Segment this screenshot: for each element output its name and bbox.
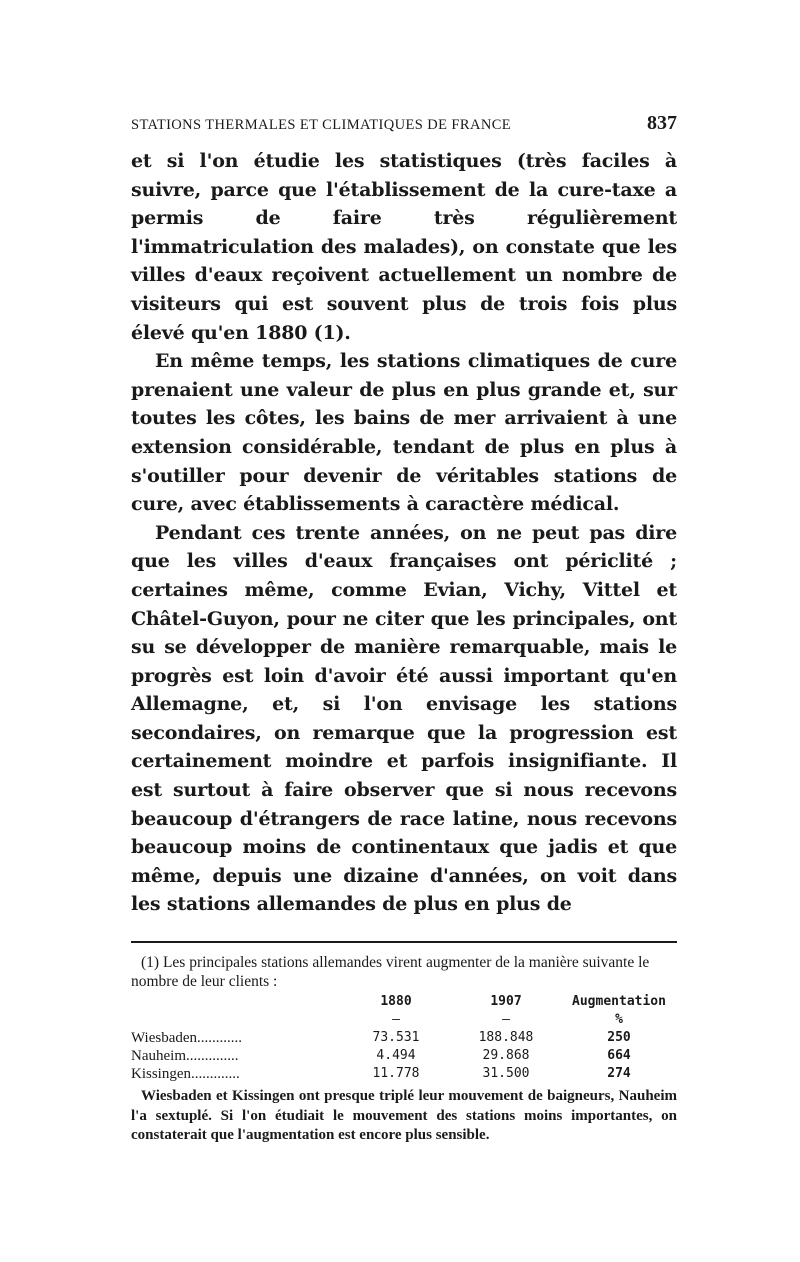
table-unit [131, 1011, 341, 1029]
table-row [131, 1029, 677, 1047]
station-name: Wiesbaden............ [131, 1030, 243, 1047]
table-header [131, 993, 341, 1011]
visitors-1880: 11.778 [372, 1066, 420, 1082]
visitors-1907: 31.500 [482, 1066, 530, 1082]
page-number: 837 [647, 112, 677, 134]
table-header: Augmentation [572, 994, 666, 1010]
table-unit: % [615, 1012, 623, 1028]
visitors-1880: 73.531 [372, 1030, 420, 1046]
table-unit: — [392, 1012, 400, 1028]
table-row [131, 1065, 677, 1083]
increase-percent: 250 [607, 1030, 631, 1046]
visitors-1907: 29.868 [482, 1048, 530, 1064]
table-header-row [131, 993, 677, 1011]
body-text [131, 147, 677, 919]
running-head [131, 112, 677, 135]
footnote-closing: Wiesbaden et Kissingen ont presque triplé leur mouvement de baigneurs, Nauheim l'a sextuplé. Si l'on étudiait le mouvement des stations moins importantes, on constaterait que l'augmentation est encore plus sensible. [131, 1088, 677, 1144]
footnote-divider [131, 941, 677, 943]
paragraph-2: En même temps, les stations climatiques de cure prenaient une valeur de plus en plus grande et, sur toutes les côtes, les bains de mer arrivaient à une extension considérable, tendant de plus en plus à s'outiller pour devenir de véritables stations de cure, avec établissements à caractère médical. [131, 350, 677, 516]
visitors-1907: 188.848 [478, 1030, 534, 1046]
table-units-row [131, 1011, 677, 1029]
footnote-intro: (1) Les principales stations allemandes virent augmenter de la manière suivante le nombre de leur clients : [131, 954, 650, 991]
increase-percent: 274 [607, 1066, 631, 1082]
table-header: 1907 [490, 994, 522, 1010]
paragraph-3: Pendant ces trente années, on ne peut pas dire que les villes d'eaux françaises ont périclité ; certaines même, comme Evian, Vichy, Vittel et Châtel-Guyon, pour ne citer que les principales, ont su se développer de manière remarquable, mais le progrès est loin d'avoir été aussi important qu'en Allemagne, et, si l'on envisage les stations secondaires, on remarque que la progression est certainement moindre et parfois insignifiante. Il est surtout à faire observer que si nous recevons beaucoup d'étrangers de race latine, nous recevons beaucoup moins de continentaux que jadis et que même, depuis une dizaine d'années, on voit dans les stations allemandes de plus en plus de [131, 521, 677, 916]
station-name: Nauheim.............. [131, 1048, 239, 1065]
paragraph-1: et si l'on étudie les statistiques (très faciles à suivre, parce que l'établissement de la cure-taxe a permis de faire très régulièrement l'immatriculation des malades), on constate que les villes d'eaux reçoivent actuellement un nombre de visiteurs qui est souvent plus de trois fois plus élevé qu'en 1880 (1). [131, 150, 677, 344]
table-row [131, 1047, 677, 1065]
page [131, 112, 677, 1146]
table-header: 1880 [380, 994, 412, 1010]
increase-percent: 664 [607, 1048, 631, 1064]
table-unit: — [502, 1012, 510, 1028]
footnote-table [131, 993, 677, 1083]
visitors-1880: 4.494 [376, 1048, 416, 1064]
footnote [131, 953, 677, 1146]
running-title: STATIONS THERMALES ET CLIMATIQUES DE FRANCE [131, 117, 512, 133]
station-name: Kissingen............. [131, 1066, 240, 1083]
